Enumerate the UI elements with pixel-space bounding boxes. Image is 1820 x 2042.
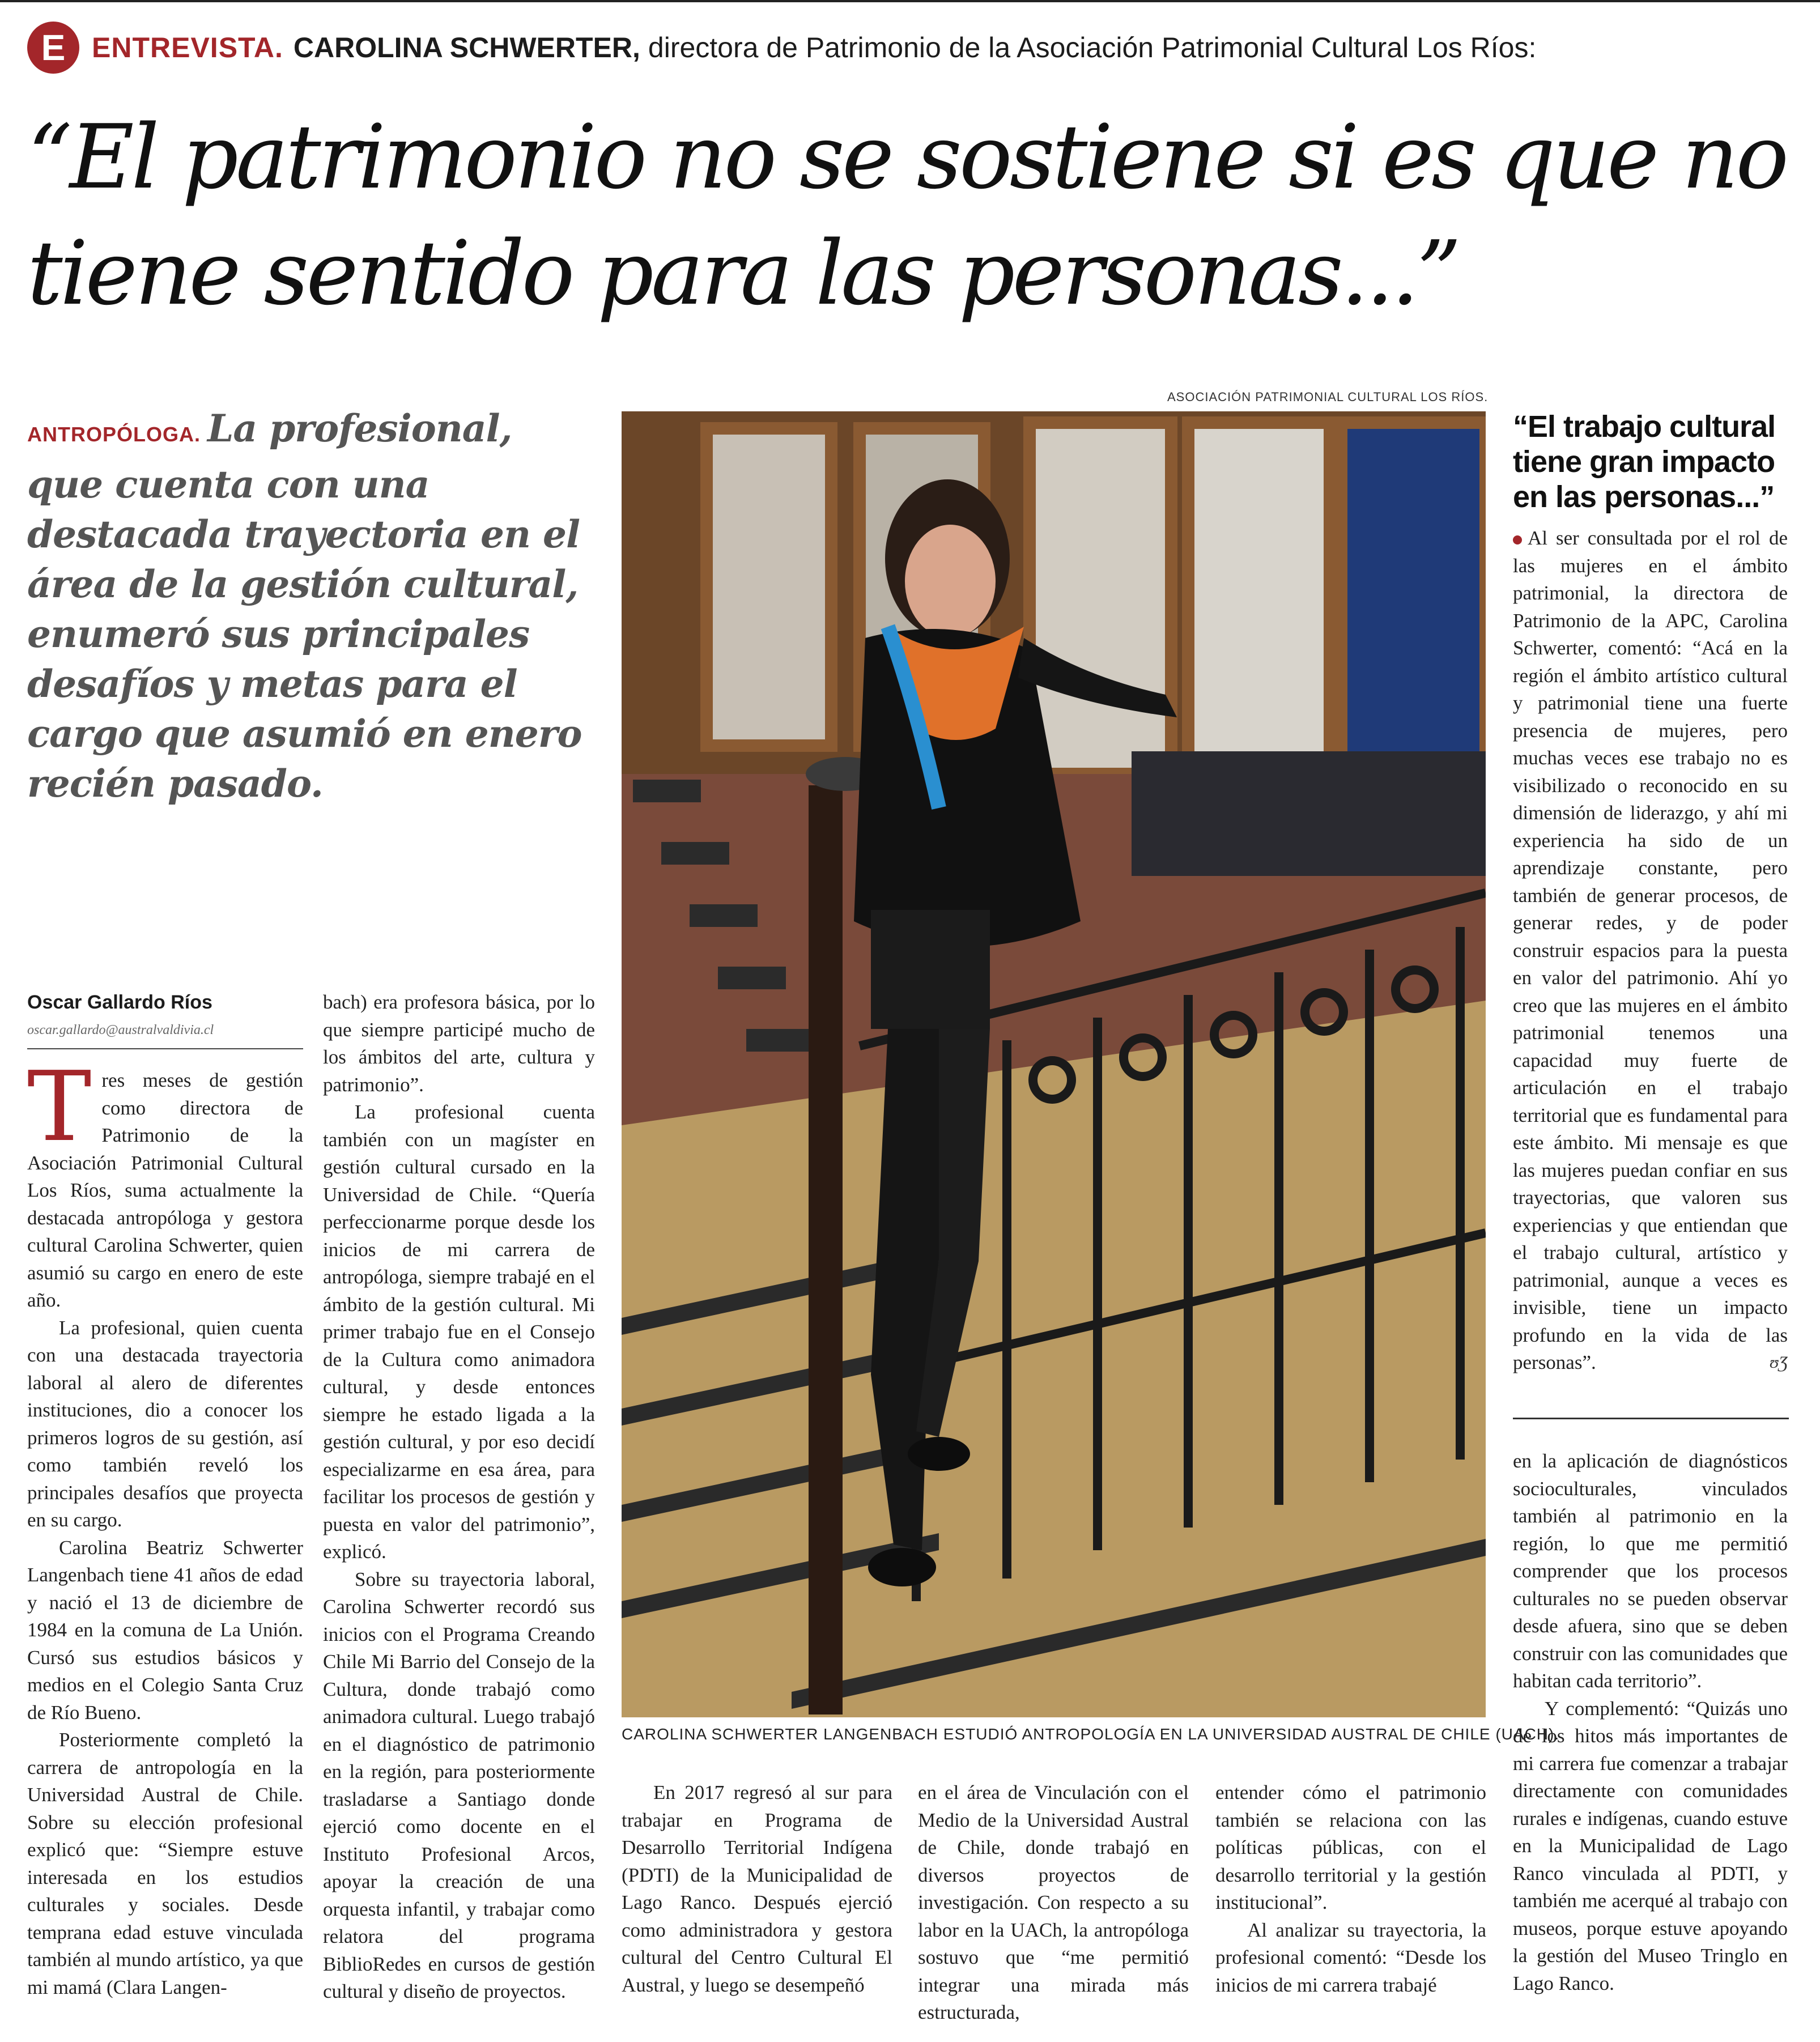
body-column-6 (1513, 1448, 1788, 1997)
paragraph: en el área de Vinculación con el Medio de la Universidad Austral de Chile, donde trabajó en diversos proyectos de investigación. Con respecto a su labor en la UACh, la antropóloga sostuvo que “me permitió integrar una mirada más estructurada, (918, 1781, 1189, 2023)
sidebar-text: Al ser consultada por el rol de las mujeres en el ámbito patrimonial, la directora de Patrimonio de la APC, Carolina Schwerter, comentó: “Acá en la región el ámbito artístico cultural y patrimonial tiene una fuerte presencia de mujeres, pero muchas veces ese trabajo no es visibilizado o reconocido en su dimensión de liderazgo, y ahí mi experiencia ha sido de un aprendizaje constante, pero también de generar procesos, de generar redes, y de poder construir espacios para la puesta en valor del patrimonio. Ahí yo creo que las mujeres en el ámbito patrimonial tenemos una capacidad muy fuerte de articulación en el trabajo territorial que es fundamental para este ámbito. Mi mensaje es que las mujeres puedan confiar en sus trayectorias, que valoren sus experiencias y que entiendan que el trabajo cultural, artístico y patrimonial, aunque a veces es invisible, tiene un impacto profundo en la vida de las personas”. (1513, 527, 1788, 1373)
portrait-photo (622, 411, 1486, 1717)
end-mark-icon: ʊƷ (1770, 1353, 1788, 1372)
body-column-5 (1215, 1779, 1486, 1999)
paragraph: bach) era profesora básica, por lo que siempre participé mucho de los ámbitos del arte, cultura y patrimonio”. (323, 991, 595, 1096)
kicker (27, 19, 1536, 76)
paragraph: En 2017 regresó al sur para trabajar en Programa de Desarrollo Territorial Indígena (PDTI) de la Municipalidad de Lago Ranco. Después ejerció como administradora y gestora cultural del Centro Cultural El Austral, y luego se desempeñó (622, 1781, 892, 1996)
deck-label: ANTROPÓLOGA. (27, 423, 201, 446)
byline-email[interactable]: oscar.gallardo@australvaldivia.cl (27, 1023, 214, 1037)
deck (27, 403, 594, 809)
paragraph: res meses de gestión como directora de Patrimonio de la Asociación Patrimonial Cultural Los Ríos, suma actualmente la destacada antropóloga y gestora cultural Carolina Schwerter, quien asumió su cargo en enero de este año. (27, 1069, 303, 1311)
paragraph: Al analizar su trayectoria, la profesional comentó: “Desde los inicios de mi carrera trabajé (1215, 1918, 1486, 1996)
photo-credit: ASOCIACIÓN PATRIMONIAL CULTURAL LOS RÍOS. (1167, 390, 1489, 404)
paragraph: La profesional, quien cuenta con una destacada trayectoria laboral al alero de diferentes instituciones, dio a conocer los primeros logros de su gestión, así como también reveló los principales desafíos que proyecta en su cargo. (27, 1316, 303, 1531)
sidebar-headline: “El trabajo cultural tiene gran impacto en las personas...” (1513, 410, 1776, 514)
byline-author: Oscar Gallardo Ríos (27, 992, 212, 1013)
top-rule (0, 0, 1820, 2)
body-column-3 (622, 1779, 892, 1999)
deck-text: La profesional, que cuenta con una destacada trayectoria en el área de la gestión cultural, enumeró sus principales desafíos y metas para el cargo que asumió en enero recién pasado. (27, 406, 582, 806)
body-column-2 (323, 989, 595, 2006)
kicker-name: CAROLINA SCHWERTER, (293, 32, 640, 63)
paragraph: Posteriormente completó la carrera de antropología en la Universidad Austral de Chile. Sobre su elección profesional explicó que: “Siempre estuve interesada en los estudios culturales y sociales. Desde temprana edad estuve vinculada también al mundo artístico, ya que mi mamá (Clara Langen- (27, 1729, 303, 1998)
kicker-section: ENTREVISTA. (92, 32, 283, 63)
section-badge-icon: E (27, 22, 79, 74)
sidebar-body (1513, 525, 1788, 1377)
paragraph: Y complementó: “Quizás uno de los hitos más importantes de mi carrera fue comenzar a trabajar directamente con comunidades rurales e indígenas, cuando estuve en la Municipalidad de Lago Ranco vinculada al PDTI, y también me acerqué al trabajo con museos, porque estuve apoyando la gestión del Museo Tringlo en Lago Ranco. (1513, 1697, 1788, 1994)
body-column-4 (918, 1779, 1189, 2027)
dropcap: T (27, 1051, 92, 1163)
paragraph: en la aplicación de diagnósticos socioculturales, vinculados también al patrimonio en la región, lo que me permitió comprender que los procesos culturales no se pueden observar desde afuera, sino que se deben construir con las comunidades que habitan cada territorio”. (1513, 1450, 1788, 1692)
paragraph: La profesional cuenta también con un magíster en gestión cultural cursado en la Universidad de Chile. “Quería perfeccionarme porque desde los inicios de mi carrera de antropóloga, siempre trabajé en el ámbito de la gestión cultural. Mi primer trabajo fue en el Consejo de la Cultura como animadora cultural, y desde entonces siempre he estado ligada a la gestión cultural, y por eso decidí especializarme en esa área, para facilitar los procesos de gestión y puesta en valor del patrimonio”, explicó. (323, 1101, 595, 1563)
paragraph: Sobre su trayectoria laboral, Carolina Schwerter recordó sus inicios con el Programa Creando Chile Mi Barrio del Consejo de la Cultura, donde trabajó como animadora cultural. Luego trabajó en el diagnóstico de patrimonio en la región, para posteriormente trasladarse a Santiago donde ejerció como docente en el Instituto Profesional Arcos, apoyar la creación de una orquesta infantil, y trabajar como relatora del programa BiblioRedes en cursos de gestión cultural y diseño de proyectos. (323, 1568, 595, 2002)
bullet-icon (1513, 535, 1522, 544)
paragraph: entender cómo el patrimonio también se relaciona con las políticas públicas, con el desarrollo territorial y la gestión institucional”. (1215, 1781, 1486, 1913)
photo-caption: CAROLINA SCHWERTER LANGENBACH ESTUDIÓ ANTROPOLOGÍA EN LA UNIVERSIDAD AUSTRAL DE CHILE (UACH). (622, 1725, 1560, 1743)
byline-rule (27, 1048, 303, 1049)
kicker-role: directora de Patrimonio de la Asociación Patrimonial Cultural Los Ríos: (648, 32, 1537, 63)
sidebar-rule (1513, 1418, 1789, 1419)
body-column-1 (27, 1051, 303, 2001)
headline: “El patrimonio no se sostiene si es que no tiene sentido para las personas...” (27, 105, 1787, 325)
paragraph: Carolina Beatriz Schwerter Langenbach tiene 41 años de edad y nació el 13 de diciembre de 1984 en la comuna de La Unión. Cursó sus estudios básicos y medios en el Colegio Santa Cruz de Río Bueno. (27, 1536, 303, 1724)
